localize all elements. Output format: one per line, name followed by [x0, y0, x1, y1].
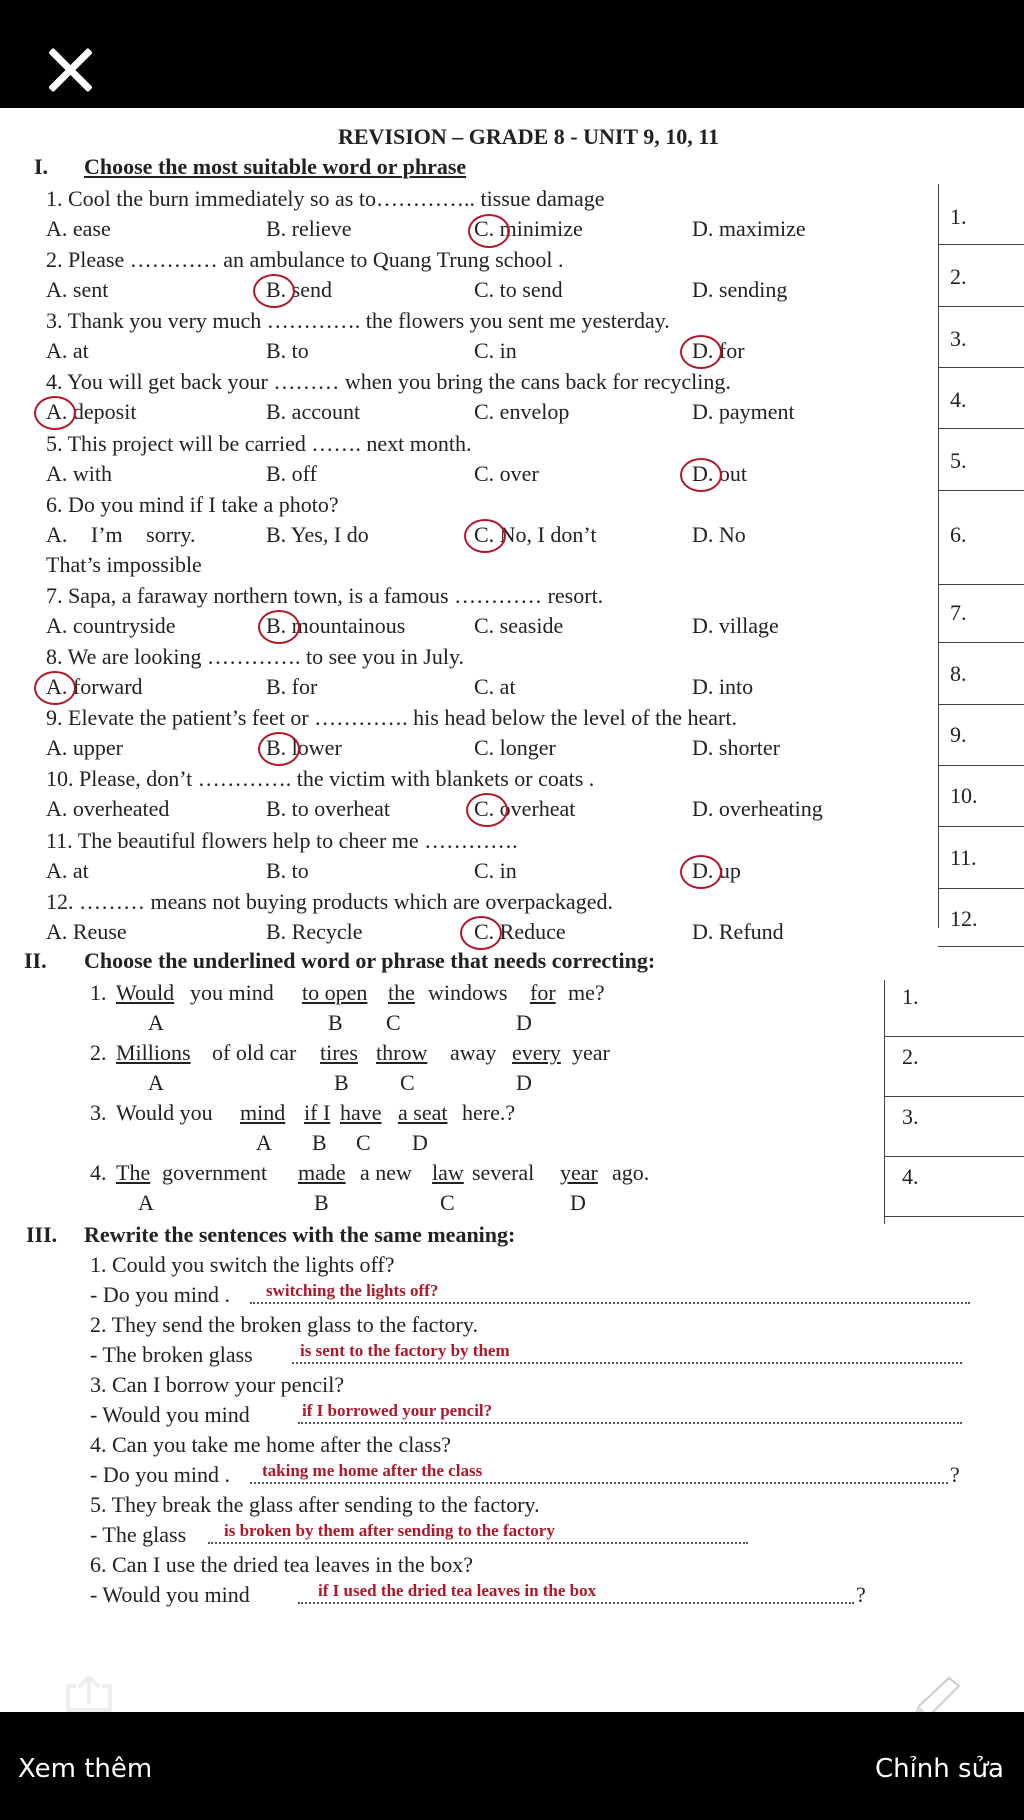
letter-b: B [328, 1010, 343, 1035]
answer-circle-mark [34, 671, 76, 705]
q12-option-d: D. Refund [692, 919, 784, 944]
q8-option-a: A. forward [46, 674, 143, 699]
rewrite-1-prompt: 1. Could you switch the lights off? [90, 1252, 395, 1277]
q5-option-b: B. off [266, 461, 317, 486]
error-answer-box-4: 4. [902, 1164, 919, 1189]
answer-box-divider [938, 306, 1024, 307]
q10-option-a: A. overheated [46, 796, 170, 821]
answer-circle-mark [680, 458, 722, 492]
q1-option-b: B. relieve [266, 216, 352, 241]
q2-option-c: C. to send [474, 277, 563, 302]
q8-option-d: D. into [692, 674, 754, 699]
rewrite-4-prompt: 4. Can you take me home after the class? [90, 1432, 452, 1457]
question-11-stem: 11. The beautiful flowers help to cheer me …………. [46, 828, 518, 853]
answer-box-2: 2. [950, 264, 967, 289]
answer-box-divider [938, 826, 1024, 827]
q4-option-a: A. deposit [46, 399, 137, 424]
q3-option-a: A. at [46, 338, 89, 363]
question-2-stem: 2. Please ………… an ambulance to Quang Trung school . [46, 247, 564, 272]
error-2-option-c: throw [376, 1040, 428, 1065]
answer-box-divider [884, 1156, 1024, 1157]
letter-a: A [148, 1070, 164, 1095]
error-4-option-a: The [116, 1160, 151, 1185]
error-4-text: a new [360, 1160, 412, 1185]
q9-option-b: B. lower [266, 735, 342, 760]
section3-numeral: III. [26, 1222, 58, 1247]
error-4-option-c: law [432, 1160, 464, 1185]
sheet-title: REVISION – GRADE 8 - UNIT 9, 10, 11 [338, 124, 719, 149]
q9-option-a: A. upper [46, 735, 123, 760]
answer-box-1: 1. [950, 204, 967, 229]
q9-option-d: D. shorter [692, 735, 780, 760]
answer-box-divider [938, 367, 1024, 368]
answer-box-6: 6. [950, 522, 967, 547]
error-4-number: 4. [90, 1160, 107, 1185]
letter-b: B [312, 1130, 327, 1155]
rewrite-4-lead: - Do you mind . [90, 1462, 230, 1487]
q4-option-d: D. payment [692, 399, 795, 424]
answer-box-7: 7. [950, 600, 967, 625]
question-10-stem: 10. Please, don’t …………. the victim with blankets or coats . [46, 766, 595, 791]
error-2-text: year [572, 1040, 610, 1065]
letter-d: D [412, 1130, 428, 1155]
error-answer-box-2: 2. [902, 1044, 919, 1069]
error-1-option-a: Would [116, 980, 175, 1005]
question-12-stem: 12. ……… means not buying products which are overpackaged. [46, 889, 613, 914]
rewrite-6-prompt: 6. Can I use the dried tea leaves in the box? [90, 1552, 474, 1577]
error-2-text: away [450, 1040, 497, 1065]
error-2-number: 2. [90, 1040, 107, 1065]
answer-box-divider [938, 704, 1024, 705]
rewrite-5-answer: is broken by them after sending to the factory [224, 1521, 555, 1540]
q6-option-a-cont: That’s impossible [46, 552, 202, 577]
error-4-text: several [472, 1160, 535, 1185]
answer-circle-mark [680, 855, 722, 889]
answer-box-divider [938, 642, 1024, 643]
answer-box-divider [938, 765, 1024, 766]
q3-option-b: B. to [266, 338, 309, 363]
question-3-stem: 3. Thank you very much …………. the flowers you sent me yesterday. [46, 308, 670, 333]
error-3-option-d: a seat [398, 1100, 448, 1125]
q12-option-c: C. Reduce [474, 919, 566, 944]
error-3-option-a: mind [240, 1100, 286, 1125]
q1-option-d: D. maximize [692, 216, 806, 241]
top-bar [0, 0, 1024, 108]
edit-button[interactable]: Chỉnh sửa [874, 1754, 1004, 1784]
q2-option-d: D. sending [692, 277, 788, 302]
q2-option-a: A. sent [46, 277, 109, 302]
letter-a: A [148, 1010, 164, 1035]
answer-circle-mark [258, 610, 300, 644]
q3-option-c: C. in [474, 338, 517, 363]
q11-option-c: C. in [474, 858, 517, 883]
rewrite-2-prompt: 2. They send the broken glass to the factory. [90, 1312, 478, 1337]
letter-a: A [138, 1190, 154, 1215]
error-2-option-a: Millions [116, 1040, 191, 1065]
error-2-text: of old car [212, 1040, 297, 1065]
answer-box-3: 3. [950, 326, 967, 351]
q12-option-a: A. Reuse [46, 919, 127, 944]
answer-box-divider [884, 1096, 1024, 1097]
rewrite-3-answer: if I borrowed your pencil? [302, 1401, 493, 1420]
question-9-stem: 9. Elevate the patient’s feet or …………. his head below the level of the heart. [46, 705, 737, 730]
error-3-option-b: if I [304, 1100, 331, 1125]
q4-option-b: B. account [266, 399, 361, 424]
q7-option-a: A. countryside [46, 613, 176, 638]
answer-box-11: 11. [950, 845, 977, 870]
error-1-option-b: to open [302, 980, 368, 1005]
error-4-text: ago. [612, 1160, 650, 1185]
answer-box-4: 4. [950, 387, 967, 412]
error-1-text: you mind [190, 980, 274, 1005]
answer-circle-mark [34, 396, 76, 430]
q6-option-d: D. No [692, 522, 746, 547]
answer-box-border [884, 980, 885, 1224]
q2-option-b: B. send [266, 277, 332, 302]
q5-option-c: C. over [474, 461, 539, 486]
letter-b: B [314, 1190, 329, 1215]
error-answer-box-1: 1. [902, 984, 919, 1009]
answer-box-divider [938, 428, 1024, 429]
letter-c: C [356, 1130, 371, 1155]
question-8-stem: 8. We are looking …………. to see you in July. [46, 644, 465, 669]
answer-circle-mark [258, 732, 300, 766]
q7-option-b: B. mountainous [266, 613, 406, 638]
answer-circle-mark [680, 335, 722, 369]
answer-box-border [938, 184, 939, 928]
rewrite-1-answer: switching the lights off? [266, 1281, 439, 1300]
section1-heading: Choose the most suitable word or phrase [84, 154, 467, 179]
q11-option-d: D. up [692, 858, 741, 883]
q6-option-b: B. Yes, I do [266, 522, 369, 547]
answer-box-divider [884, 1036, 1024, 1037]
q8-option-c: C. at [474, 674, 516, 699]
error-1-text: windows [428, 980, 508, 1005]
q11-option-a: A. at [46, 858, 89, 883]
answer-circle-mark [460, 916, 502, 950]
q7-option-d: D. village [692, 613, 779, 638]
see-more-button[interactable]: Xem thêm [18, 1754, 153, 1784]
rewrite-1-lead: - Do you mind . [90, 1282, 230, 1307]
answer-circle-mark [253, 274, 295, 308]
error-4-option-b: made [298, 1160, 346, 1185]
rewrite-6-end: ? [856, 1582, 866, 1607]
rewrite-4-answer: taking me home after the class [262, 1461, 483, 1480]
answer-box-divider [938, 946, 1024, 947]
error-1-option-c: the [388, 980, 415, 1005]
rewrite-2-lead: - The broken glass [90, 1342, 253, 1367]
rewrite-6-lead: - Would you mind [90, 1582, 250, 1607]
q1-option-c: C. minimize [474, 216, 583, 241]
rewrite-6-answer: if I used the dried tea leaves in the box [318, 1581, 597, 1600]
letter-b: B [334, 1070, 349, 1095]
q6-option-a: A. I’m sorry. [46, 522, 196, 547]
q6-option-c: C. No, I don’t [474, 522, 597, 547]
section1-numeral: I. [34, 154, 49, 179]
q1-option-a: A. ease [46, 216, 111, 241]
section2-numeral: II. [24, 948, 47, 973]
answer-box-divider [938, 888, 1024, 889]
q12-option-b: B. Recycle [266, 919, 363, 944]
letter-d: D [570, 1190, 586, 1215]
q5-option-a: A. with [46, 461, 112, 486]
answer-circle-mark [468, 214, 510, 248]
rewrite-3-lead: - Would you mind [90, 1402, 250, 1427]
answer-box-9: 9. [950, 722, 967, 747]
answer-box-divider [938, 244, 1024, 245]
question-1-stem: 1. Cool the burn immediately so as to………….. tissue damage [46, 186, 605, 211]
letter-d: D [516, 1070, 532, 1095]
error-1-number: 1. [90, 980, 107, 1005]
worksheet-photo [0, 108, 1024, 1712]
answer-box-8: 8. [950, 661, 967, 686]
letter-d: D [516, 1010, 532, 1035]
rewrite-3-prompt: 3. Can I borrow your pencil? [90, 1372, 345, 1397]
q10-option-c: C. overheat [474, 796, 576, 821]
question-7-stem: 7. Sapa, a faraway northern town, is a famous ………… resort. [46, 583, 604, 608]
section3-heading: Rewrite the sentences with the same meaning: [84, 1222, 516, 1247]
q11-option-b: B. to [266, 858, 309, 883]
error-3-option-c: have [340, 1100, 382, 1125]
bottom-bar [0, 1712, 1024, 1820]
question-6-stem: 6. Do you mind if I take a photo? [46, 492, 339, 517]
error-2-option-d: every [512, 1040, 561, 1065]
error-1-text: me? [568, 980, 605, 1005]
section2-heading: Choose the underlined word or phrase that needs correcting: [84, 948, 656, 973]
question-4-stem: 4. You will get back your ……… when you bring the cans back for recycling. [46, 369, 731, 394]
error-4-text: government [162, 1160, 268, 1185]
letter-c: C [440, 1190, 455, 1215]
q9-option-c: C. longer [474, 735, 556, 760]
close-icon[interactable] [40, 40, 100, 100]
q4-option-c: C. envelop [474, 399, 570, 424]
letter-c: C [386, 1010, 401, 1035]
q8-option-b: B. for [266, 674, 318, 699]
error-answer-box-3: 3. [902, 1104, 919, 1129]
q7-option-c: C. seaside [474, 613, 564, 638]
rewrite-2-answer: is sent to the factory by them [300, 1341, 510, 1360]
error-3-text: Would you [116, 1100, 213, 1125]
rewrite-5-lead: - The glass [90, 1522, 187, 1547]
error-3-number: 3. [90, 1100, 107, 1125]
answer-box-divider [938, 584, 1024, 585]
rewrite-5-prompt: 5. They break the glass after sending to the factory. [90, 1492, 540, 1517]
q10-option-d: D. overheating [692, 796, 823, 821]
answer-box-5: 5. [950, 448, 967, 473]
question-5-stem: 5. This project will be carried ……. next month. [46, 431, 472, 456]
letter-a: A [256, 1130, 272, 1155]
letter-c: C [400, 1070, 415, 1095]
answer-circle-mark [464, 519, 506, 553]
error-3-text: here.? [462, 1100, 516, 1125]
answer-box-divider [938, 490, 1024, 491]
q5-option-d: D. out [692, 461, 747, 486]
q3-option-d: D. for [692, 338, 745, 363]
answer-box-10: 10. [950, 783, 978, 808]
share-icon[interactable] [62, 1676, 116, 1714]
answer-box-12: 12. [950, 906, 978, 931]
error-4-option-d: year [560, 1160, 598, 1185]
answer-box-divider [884, 1216, 1024, 1217]
rewrite-4-end: ? [950, 1462, 960, 1487]
answer-circle-mark [466, 793, 508, 827]
error-2-option-b: tires [320, 1040, 358, 1065]
error-1-option-d: for [530, 980, 556, 1005]
q10-option-b: B. to overheat [266, 796, 391, 821]
